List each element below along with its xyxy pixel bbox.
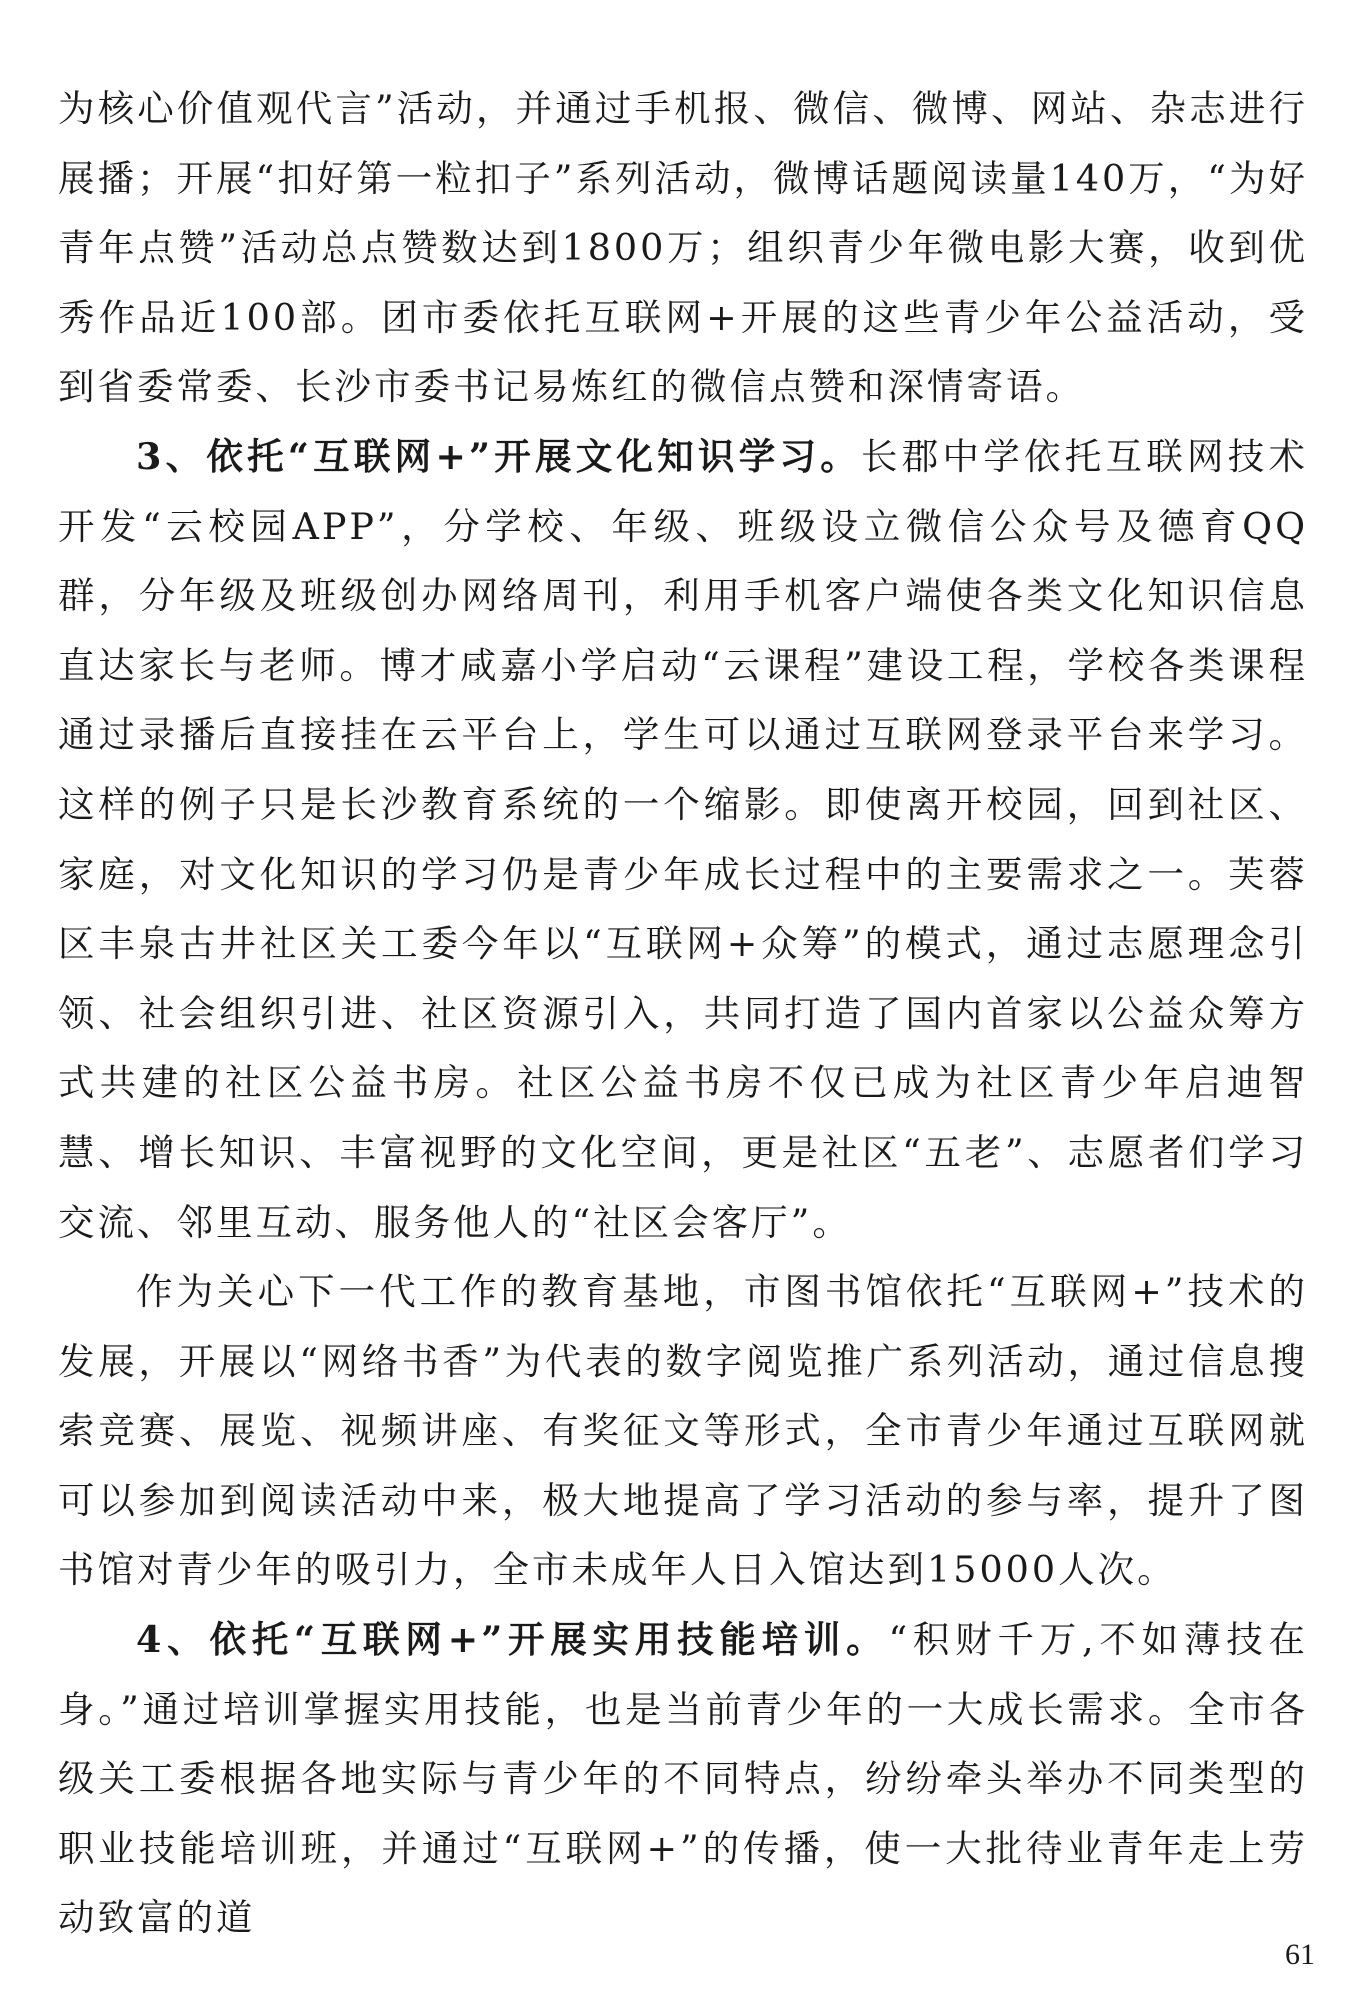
paragraph-text: 长郡中学依托互联网技术开发“云校园APP”，分学校、年级、班级设立微信公众号及德育QQ群，分年级及班级创办网络周刊，利用手机客户端使各类文化知识信息直达家长与老师。博才咸嘉小学启动“云课程”建设工程，学校各类课程通过录播后直接挂在云平台上，学生可以通过互联网登录平台来学习。这样的例子只是长沙教育系统的一个缩影。即使离开校园，回到社区、家庭，对文化知识的学习仍是青少年成长过程中的主要需求之一。芙蓉区丰泉古井社区关工委今年以“互联网+众筹”的模式，通过志愿理念引领、社会组织引进、社区资源引入，共同打造了国内首家以公益众筹方式共建的社区公益书房。社区公益书房不仅已成为社区青少年启迪智慧、增长知识、丰富视野的文化空间，更是社区“五老”、志愿者们学习交流、邻里互动、服务他人的“社区会客厅”。 [58, 434, 1309, 1244]
paragraph-continued [58, 74, 1308, 422]
page-number: 61 [1285, 1938, 1315, 1971]
paragraph-text: “积财千万,不如薄技在身。”通过培训掌握实用技能，也是当前青少年的一大成长需求。全市各级关工委根据各地实际与青少年的不同特点，纷纷牵头举办不同类型的职业技能培训班，并通过“互联网+”的传播，使一大批待业青年走上劳动致富的道 [58, 1618, 1309, 1940]
paragraph-section-3 [58, 422, 1308, 1257]
section-heading: 3、依托“互联网+”开展文化知识学习。 [136, 434, 861, 478]
paragraph-text: 作为关心下一代工作的教育基地，市图书馆依托“互联网+”技术的发展，开展以“网络书香”为代表的数字阅览推广系列活动，通过信息搜索竞赛、展览、视频讲座、有奖征文等形式，全市青少年通过互联网就可以参加到阅读活动中来，极大地提高了学习活动的参与率，提升了图书馆对青少年的吸引力，全市未成年人日入馆达到15000人次。 [58, 1270, 1308, 1592]
paragraph-section-4 [58, 1605, 1308, 1953]
paragraph-text: 为核心价值观代言”活动，并通过手机报、微信、微博、网站、杂志进行展播；开展“扣好第一粒扣子”系列活动，微博话题阅读量140万，“为好青年点赞”活动总点赞数达到1800万；组织青少年微电影大赛，收到优秀作品近100部。团市委依托互联网+开展的这些青少年公益活动，受到省委常委、长沙市委书记易炼红的微信点赞和深情寄语。 [58, 87, 1308, 409]
document-page [58, 74, 1308, 1953]
paragraph-library [58, 1257, 1308, 1605]
section-heading: 4、依托“互联网+”开展实用技能培训。 [136, 1618, 889, 1662]
